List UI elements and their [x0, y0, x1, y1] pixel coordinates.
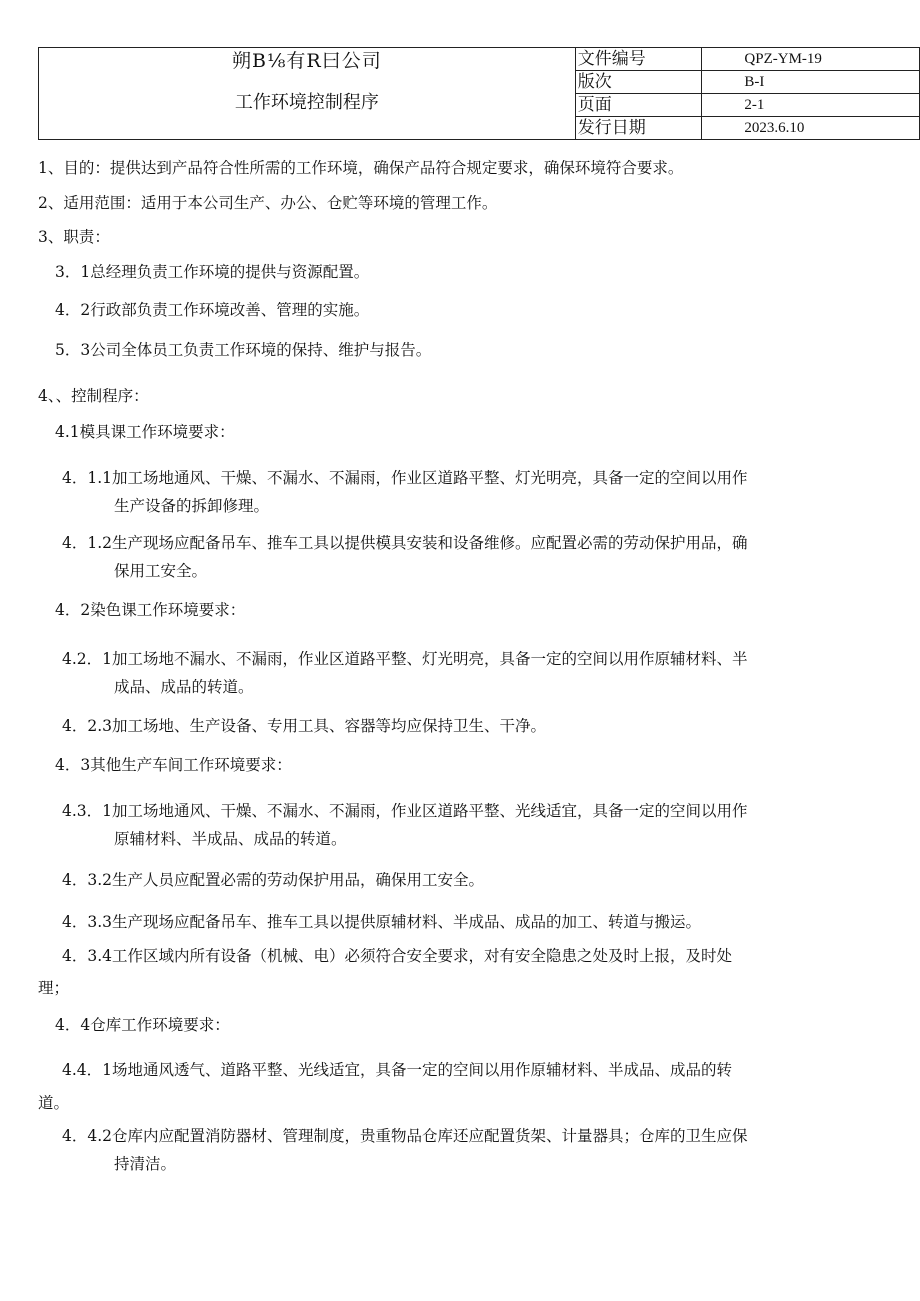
clause-4-3-4-line-1: 4．3.4工作区域内所有设备（机械、电）必须符合安全要求，对有安全隐患之处及时上报，及时处	[62, 947, 733, 965]
clause-4-2-1-line-1: 4.2．1加工场地不漏水、不漏雨，作业区道路平整、灯光明亮，具备一定的空间以用作原辅材料、半	[62, 650, 748, 668]
clause-4-3-4-line-2: 理；	[38, 979, 70, 997]
doc-number-label: 文件编号	[575, 48, 702, 71]
page-label: 页面	[575, 94, 702, 117]
clause-4-4-1-line-2: 道。	[38, 1094, 70, 1112]
clause-4-1-1-line-1: 4．1.1加工场地通风、干燥、不漏水、不漏雨，作业区道路平整、灯光明亮，具备一定的空间以用作	[62, 469, 748, 487]
clause-4-1-heading: 4.1模具课工作环境要求：	[55, 423, 235, 441]
clause-4-1-2	[62, 529, 748, 585]
section-purpose: 1、目的：提供达到产品符合性所需的工作环境，确保产品符合规定要求，确保环境符合要求。	[38, 159, 684, 177]
clause-4-4-1-line-1: 4.4．1场地通风透气、道路平整、光线适宜，具备一定的空间以用作原辅材料、半成品、成品的转	[62, 1061, 733, 1079]
clause-4-3-heading: 4．3其他生产车间工作环境要求：	[55, 756, 292, 774]
document-header-table	[38, 47, 920, 140]
clause-4-1-1-line-2: 生产设备的拆卸修理。	[114, 497, 270, 515]
issue-date-label: 发行日期	[575, 117, 702, 140]
clause-4-4-2	[62, 1122, 748, 1178]
section-responsibility: 3、职责：	[38, 228, 110, 246]
clause-4-2-1	[62, 645, 748, 701]
clause-4-2-1-line-2: 成品、成品的转道。	[114, 678, 254, 696]
version-value: B-I	[702, 71, 920, 94]
clause-4-1-2-line-2: 保用工安全。	[114, 562, 208, 580]
responsibility-item-3: 5．3公司全体员工负责工作环境的保持、维护与报告。	[55, 341, 432, 359]
clause-4-2-heading: 4．2染色课工作环境要求：	[55, 601, 246, 619]
clause-4-4-2-line-2: 持清洁。	[114, 1155, 177, 1173]
header-title-cell	[39, 48, 576, 140]
issue-date-value: 2023.6.10	[702, 117, 920, 140]
responsibility-item-1: 3．1总经理负责工作环境的提供与资源配置。	[55, 263, 370, 281]
clause-4-3-1-line-1: 4.3．1加工场地通风、干燥、不漏水、不漏雨，作业区道路平整、光线适宜，具备一定的空间以用作	[62, 802, 748, 820]
clause-4-2-3: 4．2.3加工场地、生产设备、专用工具、容器等均应保持卫生、干净。	[62, 717, 547, 735]
version-label: 版次	[575, 71, 702, 94]
section-control-procedure: 4、、控制程序：	[38, 387, 149, 405]
company-name: 朔B⅛有R曰公司	[232, 50, 382, 72]
clause-4-1-1	[62, 464, 748, 520]
responsibility-item-2: 4．2行政部负责工作环境改善、管理的实施。	[55, 301, 370, 319]
clause-4-4-2-line-1: 4．4.2仓库内应配置消防器材、管理制度，贵重物品仓库还应配置货架、计量器具；仓库的卫生应保	[62, 1127, 748, 1145]
doc-number-value: QPZ-YM-19	[702, 48, 920, 71]
procedure-title: 工作环境控制程序	[234, 92, 379, 113]
page-value: 2-1	[702, 94, 920, 117]
clause-4-3-1	[62, 797, 748, 853]
clause-4-3-3: 4．3.3生产现场应配备吊车、推车工具以提供原辅材料、半成品、成品的加工、转道与搬运。	[62, 913, 702, 931]
clause-4-1-2-line-1: 4．1.2生产现场应配备吊车、推车工具以提供模具安装和设备维修。应配置必需的劳动保护用品，确	[62, 534, 748, 552]
clause-4-3-1-line-2: 原辅材料、半成品、成品的转道。	[114, 830, 347, 848]
clause-4-4-heading: 4．4仓库工作环境要求：	[55, 1016, 230, 1034]
clause-4-3-2: 4．3.2生产人员应配置必需的劳动保护用品，确保用工安全。	[62, 871, 485, 889]
section-scope: 2、适用范围：适用于本公司生产、办公、仓贮等环境的管理工作。	[38, 194, 498, 212]
